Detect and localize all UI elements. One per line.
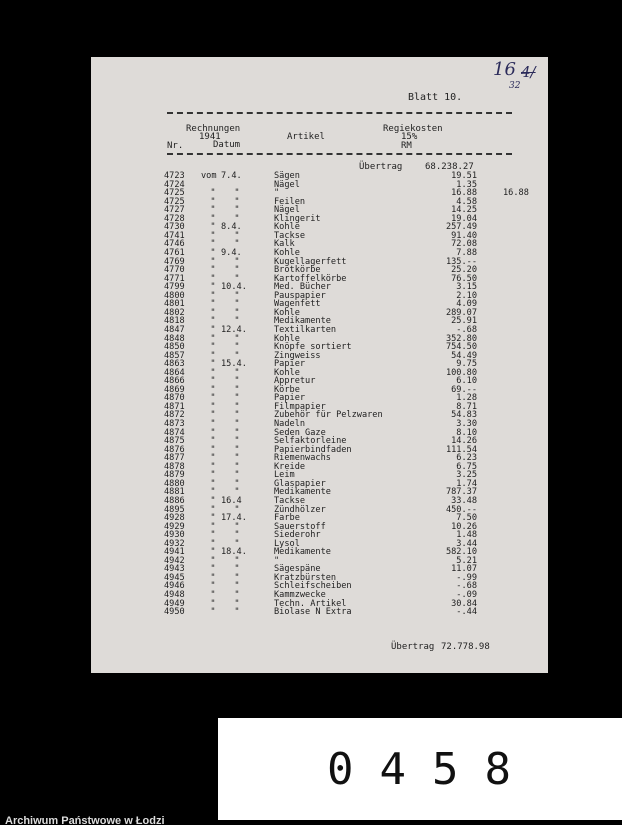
row-art: " <box>274 188 280 199</box>
row-amt: 289.07 <box>445 307 477 318</box>
row-d1: " <box>210 376 216 387</box>
row-d2: " <box>234 470 240 481</box>
row-d1: " <box>210 453 216 464</box>
row-d2: " <box>234 367 240 378</box>
row-nr: 4872 <box>164 410 185 421</box>
row-art: Med. Bücher <box>274 282 331 293</box>
row-d2: " <box>234 504 240 515</box>
row-amt: 3.15 <box>456 282 477 293</box>
row-d1: " <box>210 273 216 284</box>
row-d1: " <box>210 461 216 472</box>
row-amt: 3.44 <box>456 538 477 549</box>
row-d2: " <box>234 384 240 395</box>
row-d1: " <box>210 359 216 370</box>
row-d2: " <box>234 590 240 600</box>
row-d2: " <box>234 393 240 404</box>
row-d2: " <box>234 256 240 267</box>
row-date: 18.4. <box>221 547 247 558</box>
row-d2: " <box>234 290 240 301</box>
row-d1: " <box>210 205 216 216</box>
row-nr: 4769 <box>164 256 185 267</box>
row-art: Nägel <box>274 205 300 216</box>
row-nr: 4886 <box>164 495 185 506</box>
carry-out-label: Übertrag <box>391 642 435 652</box>
row-art: Zingweiss <box>274 350 321 361</box>
row-d1: " <box>210 607 216 617</box>
row-date: 7.4. <box>221 171 242 181</box>
row-d1: " <box>210 290 216 301</box>
frame-digit: 8 <box>484 743 513 795</box>
row-d2: " <box>234 478 240 489</box>
row-date: 9.4. <box>221 247 242 258</box>
row-d1: " <box>210 188 216 199</box>
frame-counter <box>218 718 622 820</box>
header-currency: RM <box>401 141 412 151</box>
row-art: Kohle <box>274 367 300 378</box>
archive-watermark: Archiwum Państwowe w Łodzi <box>5 815 165 827</box>
row-d1: " <box>210 316 216 327</box>
row-art: Kugellagerfett <box>274 256 347 267</box>
row-amt: 2.10 <box>456 290 477 301</box>
row-nr: 4799 <box>164 282 185 293</box>
row-amt: 450.-- <box>445 504 477 515</box>
row-art: Selfaktorleine <box>274 436 347 447</box>
page-label: Blatt 10. <box>408 92 463 103</box>
row-art: Papier <box>274 393 306 404</box>
row-nr: 4945 <box>164 572 185 583</box>
row-nr: 4728 <box>164 213 185 224</box>
row-amt: 582.10 <box>445 547 477 558</box>
row-art: Kreide <box>274 461 306 472</box>
row-d2: " <box>234 581 240 592</box>
row-nr: 4771 <box>164 273 185 284</box>
carry-in-label: Übertrag <box>359 162 403 172</box>
row-nr: 4725 <box>164 196 185 207</box>
row-amt: 7.50 <box>456 513 477 523</box>
row-nr: 4895 <box>164 504 185 515</box>
row-nr: 4873 <box>164 419 185 429</box>
row-art: Lysol <box>274 538 300 549</box>
row-d2: " <box>234 427 240 438</box>
row-d2: " <box>234 307 240 318</box>
row-d1: " <box>210 419 216 429</box>
row-amt: 8.10 <box>456 427 477 438</box>
row-d1: " <box>210 342 216 352</box>
row-nr: 4761 <box>164 247 185 258</box>
top-dashed-rule <box>167 112 512 114</box>
row-d2: " <box>234 316 240 327</box>
row-amt: 352.80 <box>445 333 477 344</box>
row-art: Kammzwecke <box>274 590 326 600</box>
row-amt: 754.50 <box>445 342 477 352</box>
row-amt: 6.23 <box>456 453 477 464</box>
row-nr: 4930 <box>164 530 185 541</box>
row-nr: 4723 <box>164 171 185 181</box>
document-sheet <box>91 57 548 673</box>
row-d1: " <box>210 444 216 455</box>
row-d2: " <box>234 555 240 566</box>
row-amt: 1.48 <box>456 530 477 541</box>
row-date: 17.4. <box>221 513 247 523</box>
frame-digit: 5 <box>432 743 461 795</box>
frame-digit: 4 <box>379 743 408 795</box>
row-amt: 33.48 <box>451 495 477 506</box>
row-art: Schleifscheiben <box>274 581 352 592</box>
row-d2: " <box>234 598 240 609</box>
row-d2: " <box>234 530 240 541</box>
row-art: Sauerstoff <box>274 521 326 532</box>
row-d2: " <box>234 230 240 241</box>
row-extra: 16.88 <box>503 188 529 199</box>
row-amt: 54.83 <box>451 410 477 421</box>
row-d1: " <box>210 436 216 447</box>
row-vom: vom <box>201 171 217 181</box>
row-amt: 4.09 <box>456 299 477 310</box>
row-d2: " <box>234 572 240 583</box>
row-art: Nadeln <box>274 419 306 429</box>
row-d1: " <box>210 590 216 600</box>
row-art: Medikamente <box>274 547 331 558</box>
row-nr: 4950 <box>164 607 185 617</box>
row-d1: " <box>210 572 216 583</box>
row-nr: 4871 <box>164 401 185 412</box>
row-date: 12.4. <box>221 324 247 335</box>
row-art: Körbe <box>274 384 300 395</box>
row-art: Papierbindfaden <box>274 444 352 455</box>
row-d2: " <box>234 487 240 498</box>
row-d2: " <box>234 453 240 464</box>
row-nr: 4802 <box>164 307 185 318</box>
row-art: Knöpfe sortiert <box>274 342 352 352</box>
row-nr: 4949 <box>164 598 185 609</box>
row-amt: 1.28 <box>456 393 477 404</box>
row-d1: " <box>210 247 216 258</box>
row-art: Zubehör für Pelzwaren <box>274 410 383 421</box>
row-d2: " <box>234 521 240 532</box>
row-d1: " <box>210 521 216 532</box>
header-nr: Nr. <box>167 141 184 151</box>
row-art: Leim <box>274 470 295 481</box>
carry-in-value: 68.238.27 <box>425 162 474 172</box>
row-amt: -.68 <box>456 324 477 335</box>
row-art: Farbe <box>274 513 300 523</box>
row-amt: -.68 <box>456 581 477 592</box>
row-nr: 4741 <box>164 230 185 241</box>
row-nr: 4881 <box>164 487 185 498</box>
row-art: Filmpapier <box>274 401 326 412</box>
row-nr: 4878 <box>164 461 185 472</box>
row-art: Sägen <box>274 171 300 181</box>
row-amt: 257.49 <box>445 222 477 233</box>
row-d1: " <box>210 581 216 592</box>
row-amt: 14.26 <box>451 436 477 447</box>
row-art: Kohle <box>274 222 300 233</box>
row-d2: " <box>234 196 240 207</box>
row-d1: " <box>210 530 216 541</box>
row-d2: " <box>234 239 240 250</box>
row-d2: " <box>234 188 240 199</box>
row-amt: 8.71 <box>456 401 477 412</box>
row-nr: 4879 <box>164 470 185 481</box>
row-art: Tackse <box>274 230 306 241</box>
row-d1: " <box>210 401 216 412</box>
row-amt: -.44 <box>456 607 477 617</box>
row-nr: 4770 <box>164 265 185 276</box>
row-amt: 111.54 <box>445 444 477 455</box>
row-d1: " <box>210 470 216 481</box>
row-amt: 7.88 <box>456 247 477 258</box>
row-art: Tackse <box>274 495 306 506</box>
row-d1: " <box>210 564 216 575</box>
row-nr: 4877 <box>164 453 185 464</box>
header-dashed-rule <box>167 153 512 155</box>
row-d1: " <box>210 555 216 566</box>
row-d2: " <box>234 342 240 352</box>
row-amt: 30.84 <box>451 598 477 609</box>
row-d1: " <box>210 333 216 344</box>
row-art: Siederohr <box>274 530 321 541</box>
row-nr: 4847 <box>164 324 185 335</box>
row-d1: " <box>210 350 216 361</box>
row-d1: " <box>210 393 216 404</box>
row-d1: " <box>210 230 216 241</box>
row-art: Brotkörbe <box>274 265 321 276</box>
row-amt: 9.75 <box>456 359 477 370</box>
row-d1: " <box>210 427 216 438</box>
header-datum: Datum <box>213 140 241 150</box>
row-amt: 5.21 <box>456 555 477 566</box>
row-amt: 135.-- <box>445 256 477 267</box>
row-art: Seden Gaze <box>274 427 326 438</box>
row-amt: 14.25 <box>451 205 477 216</box>
handwritten-crossed-mark: 4/ <box>521 63 536 81</box>
row-d2: " <box>234 410 240 421</box>
row-nr: 4943 <box>164 564 185 575</box>
row-d1: " <box>210 265 216 276</box>
row-amt: -.99 <box>456 572 477 583</box>
row-amt: 54.49 <box>451 350 477 361</box>
row-nr: 4857 <box>164 350 185 361</box>
row-amt: 25.20 <box>451 265 477 276</box>
row-date: 10.4. <box>221 282 247 293</box>
bottom-white-strip <box>0 825 622 840</box>
row-art: Glaspapier <box>274 478 326 489</box>
row-d2: " <box>234 436 240 447</box>
row-d1: " <box>210 598 216 609</box>
row-amt: 69.-- <box>451 384 477 395</box>
frame-digit: 0 <box>327 743 356 795</box>
row-date: 15.4. <box>221 359 247 370</box>
row-d1: " <box>210 239 216 250</box>
row-d1: " <box>210 410 216 421</box>
row-amt: -.09 <box>456 590 477 600</box>
row-d1: " <box>210 495 216 506</box>
row-nr: 4864 <box>164 367 185 378</box>
row-art: Klingerit <box>274 213 321 224</box>
row-d1: " <box>210 213 216 224</box>
row-art: Biolase N Extra <box>274 607 352 617</box>
row-d1: " <box>210 307 216 318</box>
row-amt: 16.88 <box>451 188 477 199</box>
row-amt: 91.40 <box>451 230 477 241</box>
row-nr: 4818 <box>164 316 185 327</box>
row-art: Pauspapier <box>274 290 326 301</box>
row-nr: 4725 <box>164 188 185 199</box>
row-amt: 4.58 <box>456 196 477 207</box>
carry-out-value: 72.778.98 <box>441 642 490 652</box>
row-d1: " <box>210 384 216 395</box>
row-d1: " <box>210 478 216 489</box>
row-d1: " <box>210 282 216 293</box>
row-art: Riemenwachs <box>274 453 331 464</box>
row-d1: " <box>210 256 216 267</box>
row-amt: 72.08 <box>451 239 477 250</box>
row-date: 16.4 <box>221 495 242 506</box>
row-amt: 787.37 <box>445 487 477 498</box>
row-nr: 4863 <box>164 359 185 370</box>
row-d2: " <box>234 538 240 549</box>
row-amt: 3.25 <box>456 470 477 481</box>
row-nr: 4875 <box>164 436 185 447</box>
row-nr: 4801 <box>164 299 185 310</box>
row-d2: " <box>234 564 240 575</box>
row-amt: 100.80 <box>445 367 477 378</box>
row-amt: 11.07 <box>451 564 477 575</box>
row-d2: " <box>234 333 240 344</box>
row-nr: 4928 <box>164 513 185 523</box>
row-nr: 4941 <box>164 547 185 558</box>
row-nr: 4880 <box>164 478 185 489</box>
row-nr: 4848 <box>164 333 185 344</box>
row-nr: 4866 <box>164 376 185 387</box>
row-d2: " <box>234 213 240 224</box>
row-nr: 4870 <box>164 393 185 404</box>
row-amt: 25.91 <box>451 316 477 327</box>
row-art: Wagenfett <box>274 299 321 310</box>
handwritten-sub-number: 32 <box>509 81 521 91</box>
row-d2: " <box>234 299 240 310</box>
row-art: Zündhölzer <box>274 504 326 515</box>
row-art: Kartoffelkörbe <box>274 273 347 284</box>
row-amt: 1.35 <box>456 179 477 190</box>
row-d1: " <box>210 538 216 549</box>
row-art: Medikamente <box>274 487 331 498</box>
row-art: Kratzbürsten <box>274 572 337 583</box>
row-amt: 19.04 <box>451 213 477 224</box>
row-d2: " <box>234 350 240 361</box>
header-percent: 15% <box>401 132 418 142</box>
row-art: Kohle <box>274 333 300 344</box>
row-nr: 4932 <box>164 538 185 549</box>
row-art: Kohle <box>274 307 300 318</box>
handwritten-folio-number: 16 <box>493 59 516 80</box>
row-art: Feilen <box>274 196 306 207</box>
row-art: Nägel <box>274 179 300 190</box>
row-d2: " <box>234 265 240 276</box>
row-art: Textilkarten <box>274 324 337 335</box>
header-year: 1941 <box>199 132 221 142</box>
row-nr: 4946 <box>164 581 185 592</box>
header-regiekosten: Regiekosten <box>383 124 443 134</box>
row-d1: " <box>210 299 216 310</box>
row-d1: " <box>210 367 216 378</box>
row-d2: " <box>234 401 240 412</box>
row-art: Medikamente <box>274 316 331 327</box>
row-amt: 1.74 <box>456 478 477 489</box>
row-d2: " <box>234 444 240 455</box>
row-nr: 4746 <box>164 239 185 250</box>
row-nr: 4948 <box>164 590 185 600</box>
row-nr: 4929 <box>164 521 185 532</box>
row-art: Appretur <box>274 376 316 387</box>
row-nr: 4730 <box>164 222 185 233</box>
row-amt: 3.30 <box>456 419 477 429</box>
row-amt: 19.51 <box>451 171 477 181</box>
row-amt: 76.50 <box>451 273 477 284</box>
header-rechnungen: Rechnungen <box>186 124 241 134</box>
row-amt: 10.26 <box>451 521 477 532</box>
row-nr: 4727 <box>164 205 185 216</box>
row-nr: 4876 <box>164 444 185 455</box>
row-d2: " <box>234 419 240 429</box>
row-art: " <box>274 555 280 566</box>
row-nr: 4869 <box>164 384 185 395</box>
row-d1: " <box>210 513 216 523</box>
row-d2: " <box>234 607 240 617</box>
row-amt: 6.10 <box>456 376 477 387</box>
row-nr: 4800 <box>164 290 185 301</box>
row-amt: 6.75 <box>456 461 477 472</box>
row-art: Sägespäne <box>274 564 321 575</box>
row-art: Techn. Artikel <box>274 598 347 609</box>
row-date: 8.4. <box>221 222 242 233</box>
row-nr: 4874 <box>164 427 185 438</box>
row-nr: 4850 <box>164 342 185 352</box>
row-d1: " <box>210 196 216 207</box>
row-art: Papier <box>274 359 306 370</box>
row-d1: " <box>210 222 216 233</box>
row-d1: " <box>210 487 216 498</box>
header-artikel: Artikel <box>287 132 325 142</box>
row-d1: " <box>210 547 216 558</box>
row-nr: 4942 <box>164 555 185 566</box>
row-d1: " <box>210 324 216 335</box>
row-art: Kohle <box>274 247 300 258</box>
row-art: Kalk <box>274 239 295 250</box>
frame-counter-panel <box>218 718 622 820</box>
row-d2: " <box>234 205 240 216</box>
row-d2: " <box>234 376 240 387</box>
row-d2: " <box>234 461 240 472</box>
row-d2: " <box>234 273 240 284</box>
row-d1: " <box>210 504 216 515</box>
row-nr: 4724 <box>164 179 185 190</box>
